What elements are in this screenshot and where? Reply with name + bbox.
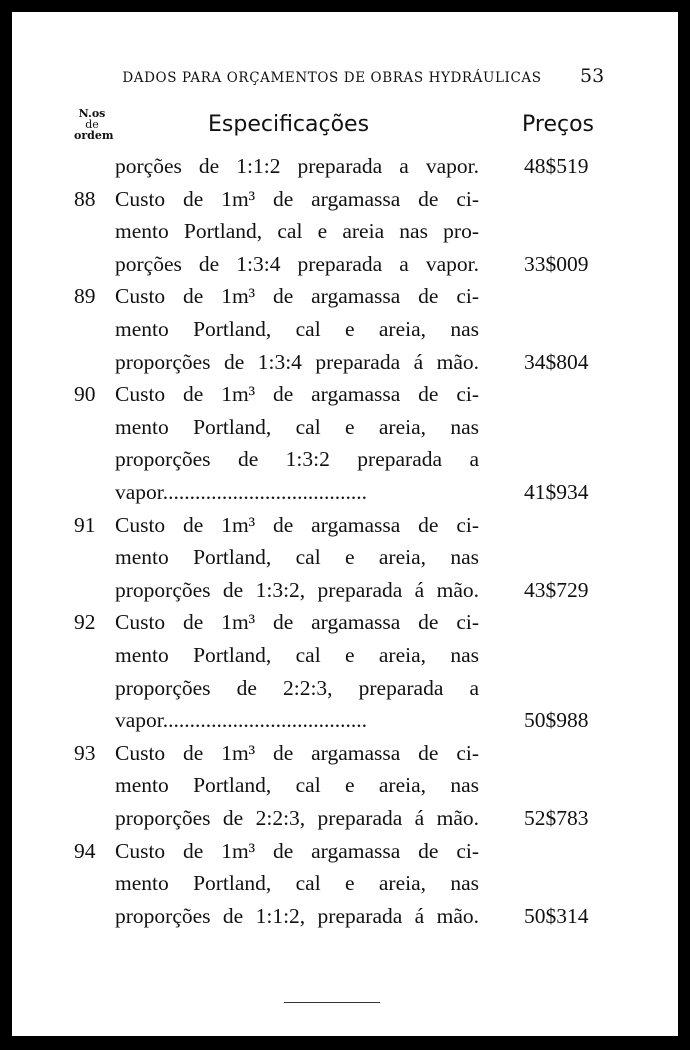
specification-text: proporções de 1:3:2, preparada á mão.	[115, 577, 479, 602]
specification-text: Custo de 1m³ de argamassa de ci-	[115, 186, 479, 211]
page-number: 53	[580, 65, 605, 87]
price-value: 50$988	[524, 708, 589, 733]
price-value: 50$314	[524, 903, 589, 928]
text-line	[12, 411, 678, 443]
specification-text: Custo de 1m³ de argamassa de ci-	[115, 610, 479, 635]
specifications-column-header: Especificações	[208, 112, 370, 137]
specification-text: Custo de 1m³ de argamassa de ci-	[115, 512, 479, 537]
footer-rule	[284, 1002, 380, 1003]
specification-text: mento Portland, cal e areia, nas	[115, 545, 479, 570]
text-line	[12, 183, 678, 215]
text-line	[12, 606, 678, 638]
text-line	[12, 704, 678, 736]
text-line	[12, 574, 678, 606]
order-header-line1: N.os	[78, 107, 106, 120]
text-line	[12, 737, 678, 769]
price-value: 33$009	[524, 251, 589, 276]
specification-text: proporções de 2:2:3, preparada a	[115, 675, 479, 700]
text-line	[12, 378, 678, 410]
text-line	[12, 215, 678, 247]
text-line	[12, 802, 678, 834]
specification-text: Custo de 1m³ de argamassa de ci-	[115, 284, 479, 309]
text-line	[12, 900, 678, 932]
price-value: 34$804	[524, 349, 589, 374]
specification-text: proporções de 2:2:3, preparada á mão.	[115, 806, 479, 830]
text-line	[12, 769, 678, 801]
text-line	[12, 313, 678, 345]
specification-text: vapor......................................	[115, 480, 368, 504]
specification-text: proporções de 1:3:2 preparada a	[115, 447, 479, 472]
specification-text: proporções de 1:1:2, preparada á mão.	[115, 903, 479, 928]
order-column-header	[74, 107, 114, 142]
specification-text: Custo de 1m³ de argamassa de ci-	[115, 740, 479, 765]
text-line	[12, 867, 678, 899]
text-line	[12, 280, 678, 312]
order-number: 90	[74, 382, 96, 407]
specification-text: mento Portland, cal e areia, nas	[115, 773, 479, 798]
specification-text: vapor......................................	[115, 708, 368, 733]
price-value: 43$729	[524, 577, 589, 602]
price-value: 41$934	[524, 480, 589, 504]
price-value: 52$783	[524, 806, 589, 830]
specification-text: mento Portland, cal e areia, nas	[115, 871, 479, 896]
specification-text: porções de 1:3:4 preparada a vapor.	[115, 251, 479, 276]
text-line	[12, 835, 678, 867]
text-line	[12, 476, 678, 508]
specification-text: mento Portland, cal e areia, nas	[115, 643, 479, 667]
order-number: 91	[74, 512, 96, 537]
order-number: 92	[74, 610, 96, 635]
page	[12, 12, 678, 1036]
text-line	[12, 248, 678, 280]
order-number: 93	[74, 740, 96, 765]
price-value: 48$519	[524, 154, 589, 178]
specification-text: mento Portland, cal e areia, nas	[115, 317, 479, 341]
text-line	[12, 150, 678, 182]
text-line	[12, 346, 678, 378]
specification-text: proporções de 1:3:4 preparada á mão.	[115, 349, 479, 374]
order-header-line2: de	[85, 118, 99, 131]
text-line	[12, 672, 678, 704]
order-number: 88	[74, 186, 96, 211]
order-header-line3: ordem	[74, 129, 114, 142]
specification-text: porções de 1:1:2 preparada a vapor.	[115, 154, 479, 178]
text-line	[12, 541, 678, 573]
specification-text: mento Portland, cal e areia nas pro-	[115, 219, 479, 244]
prices-column-header: Preços	[522, 112, 594, 137]
text-line	[12, 509, 678, 541]
order-number: 94	[74, 838, 96, 863]
text-line	[12, 443, 678, 475]
order-number: 89	[74, 284, 96, 309]
specification-text: Custo de 1m³ de argamassa de ci-	[115, 382, 479, 407]
specification-text: mento Portland, cal e areia, nas	[115, 414, 479, 439]
running-title: DADOS PARA ORÇAMENTOS DE OBRAS HYDRÁULICAS	[122, 70, 542, 86]
specification-text: Custo de 1m³ de argamassa de ci-	[115, 838, 479, 863]
text-line	[12, 639, 678, 671]
